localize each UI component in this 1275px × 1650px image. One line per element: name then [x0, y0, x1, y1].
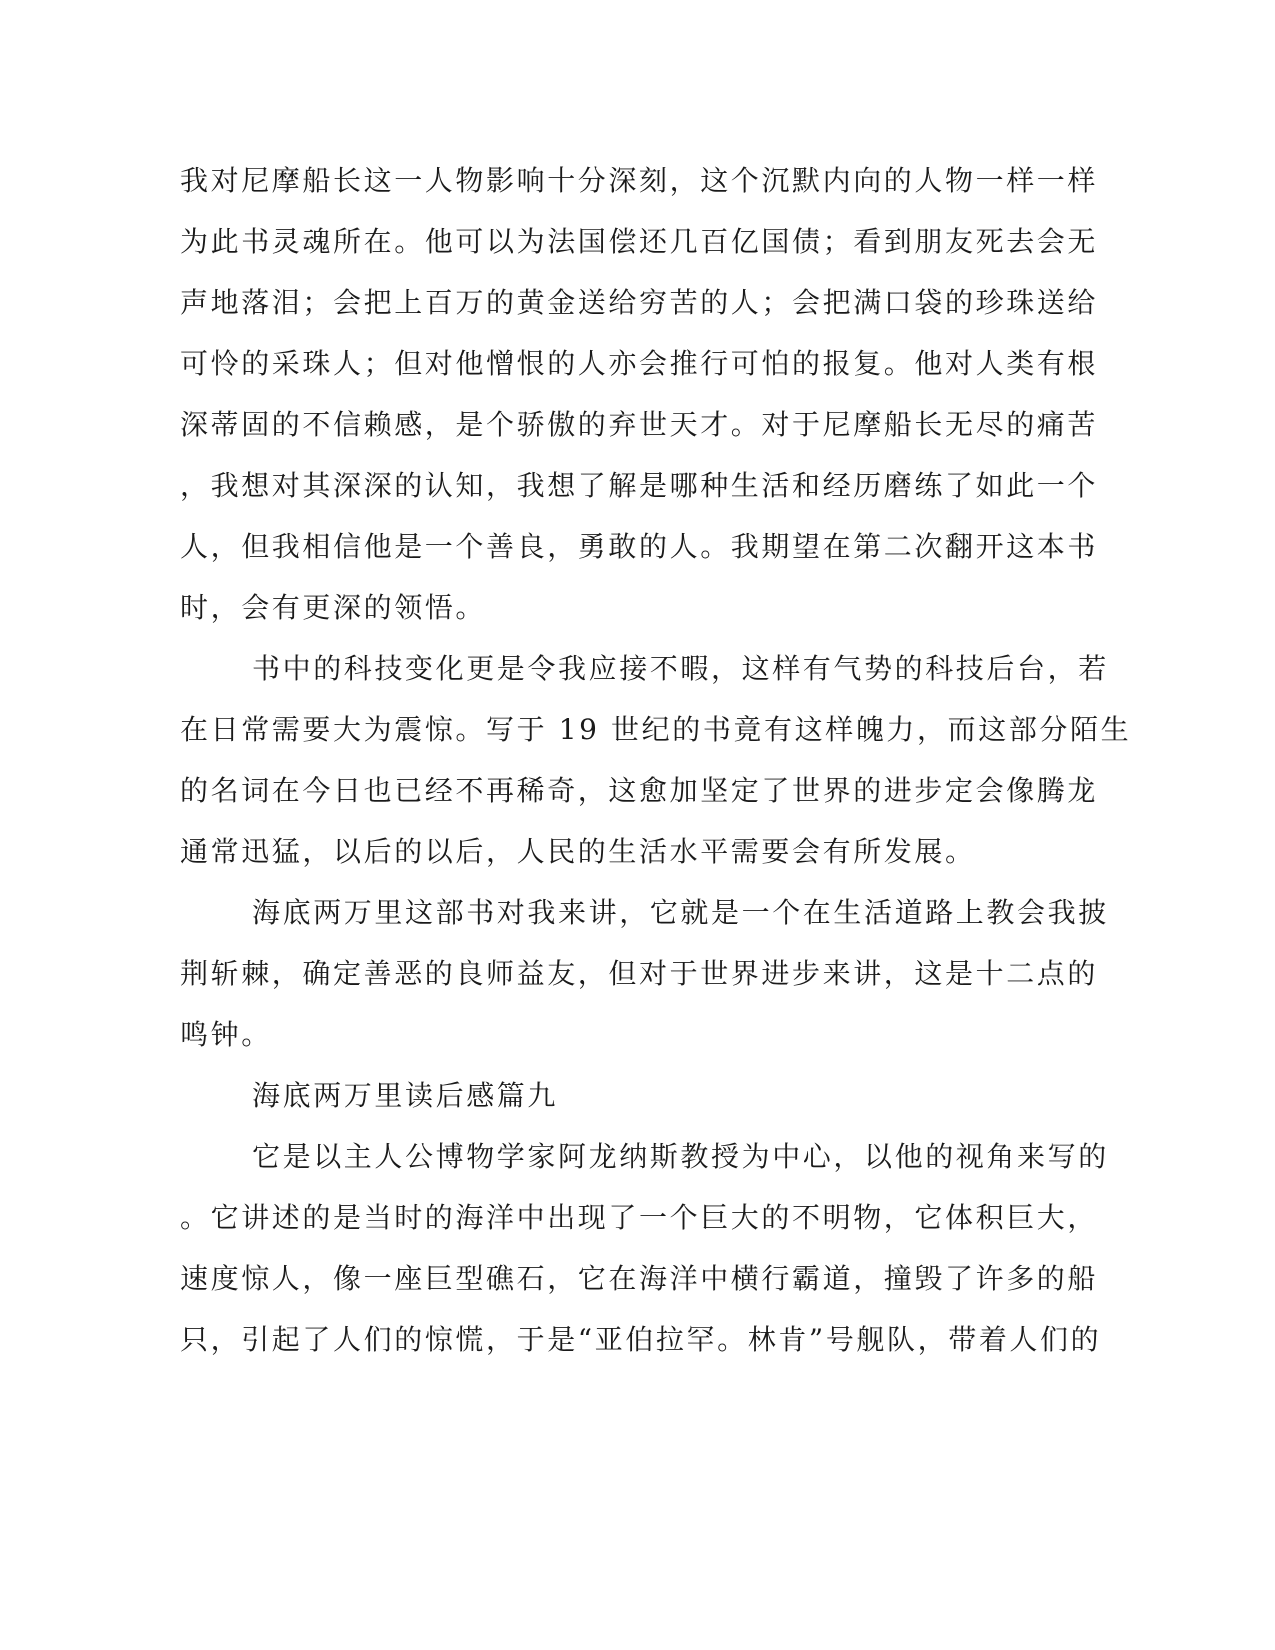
text-line: 的名词在今日也已经不再稀奇，这愈加坚定了世界的进步定会像腾龙 [180, 774, 1099, 807]
text-line: 通常迅猛，以后的以后，人民的生活水平需要会有所发展。 [180, 835, 976, 868]
text-line: 它是以主人公博物学家阿龙纳斯教授为中心，以他的视角来写的 [252, 1140, 1109, 1173]
document-page [180, 150, 1132, 1370]
text-line: 荆斩棘，确定善恶的良师益友，但对于世界进步来讲，这是十二点的 [180, 957, 1099, 990]
text-line: 速度惊人，像一座巨型礁石，它在海洋中横行霸道，撞毁了许多的船 [180, 1262, 1099, 1295]
text-line: 我对尼摩船长这一人物影响十分深刻，这个沉默内向的人物一样一样 [180, 164, 1099, 197]
paragraph [180, 1126, 1109, 1370]
text-line: 鸣钟。 [180, 1018, 272, 1051]
text-line: 可怜的采珠人；但对他憎恨的人亦会推行可怕的报复。他对人类有根 [180, 347, 1099, 380]
paragraph [180, 150, 1099, 638]
text-line: 书中的科技变化更是令我应接不暇，这样有气势的科技后台，若 [252, 652, 1109, 685]
text-line: 人，但我相信他是一个善良，勇敢的人。我期望在第二次翻开这本书 [180, 530, 1099, 563]
section-heading [180, 1065, 1060, 1126]
text-line: 深蒂固的不信赖感，是个骄傲的弃世天才。对于尼摩船长无尽的痛苦 [180, 408, 1099, 441]
text-line: 时，会有更深的领悟。 [180, 591, 487, 624]
text-line: 声地落泪；会把上百万的黄金送给穷苦的人；会把满口袋的珍珠送给 [180, 286, 1099, 319]
text-line: 只，引起了人们的惊慌，于是“亚伯拉罕。林肯”号舰队，带着人们的 [180, 1323, 1102, 1356]
text-line: 在日常需要大为震惊。写于 19 世纪的书竟有这样魄力，而这部分陌生 [180, 713, 1132, 746]
heading-text: 海底两万里读后感篇九 [252, 1079, 559, 1112]
text-line: 。它讲述的是当时的海洋中出现了一个巨大的不明物，它体积巨大， [180, 1201, 1099, 1234]
text-line: ，我想对其深深的认知，我想了解是哪种生活和经历磨练了如此一个 [180, 469, 1099, 502]
text-line: 为此书灵魂所在。他可以为法国偿还几百亿国债；看到朋友死去会无 [180, 225, 1099, 258]
paragraph [180, 638, 1132, 882]
paragraph [180, 882, 1109, 1065]
text-line: 海底两万里这部书对我来讲，它就是一个在生活道路上教会我披 [252, 896, 1109, 929]
